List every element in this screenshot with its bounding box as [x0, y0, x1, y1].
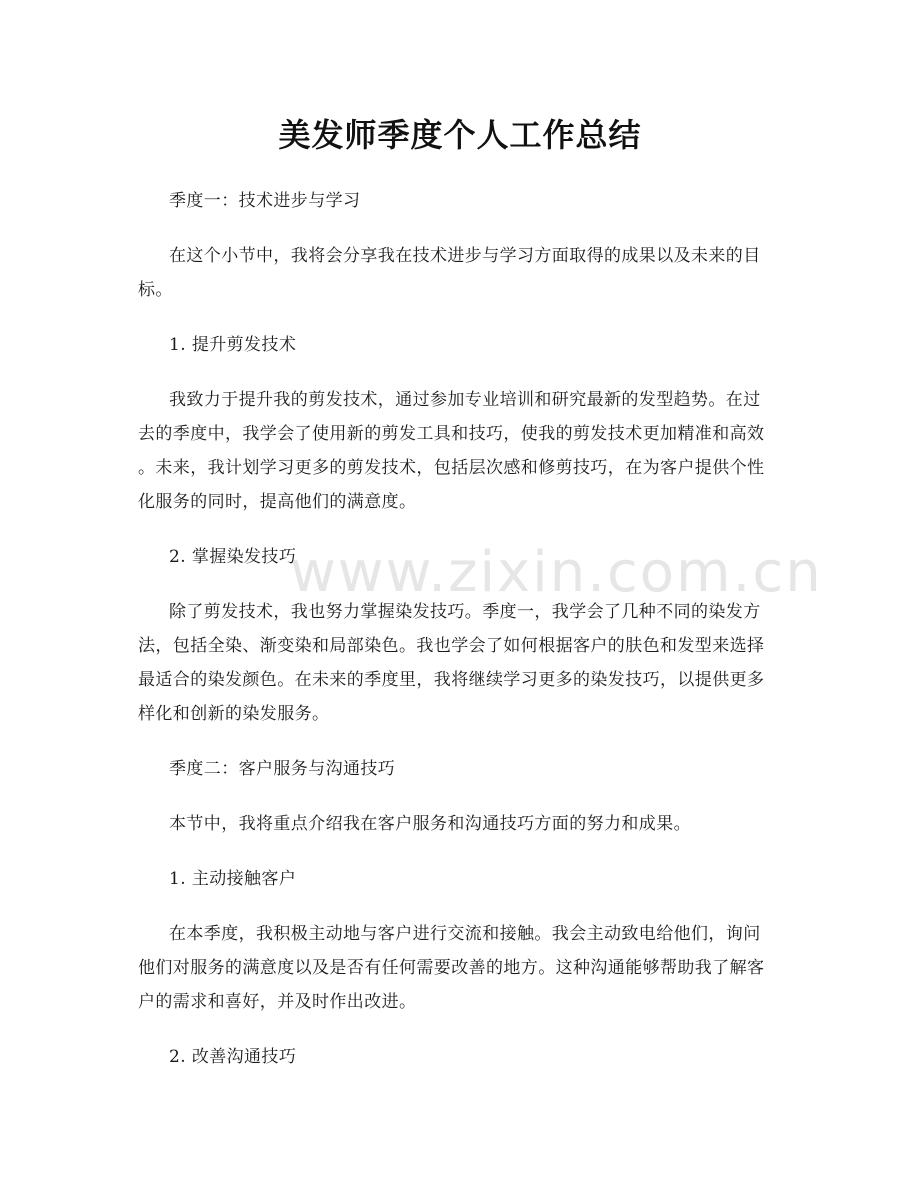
- text-line: 户的需求和喜好，并及时作出改进。: [138, 992, 417, 1012]
- section-heading: [138, 328, 786, 362]
- text-line: 最适合的染发颜色。在未来的季度里，我将继续学习更多的染发技巧，以提供更多: [138, 670, 765, 690]
- document-title: 美发师季度个人工作总结: [278, 116, 642, 154]
- paragraph-gap: [138, 307, 786, 328]
- text-line: 样化和创新的染发服务。: [138, 704, 330, 724]
- section-heading: [138, 540, 786, 574]
- text-line: 2. 改善沟通技巧: [169, 1047, 297, 1067]
- text-line: 去的季度中，我学会了使用新的剪发工具和技巧，使我的剪发技术更加精准和高效: [138, 424, 765, 444]
- watermark: www.zixin.com.cn: [290, 540, 823, 605]
- body-paragraph: [138, 239, 786, 307]
- body-paragraph: [138, 807, 786, 841]
- text-line: 2. 掌握染发技巧: [169, 547, 297, 567]
- paragraph-gap: [138, 519, 786, 540]
- section-heading: [138, 752, 786, 786]
- paragraph-gap: [138, 841, 786, 862]
- body-paragraph: [138, 383, 786, 519]
- section-heading: [138, 184, 786, 218]
- text-line: 在这个小节中，我将会分享我在技术进步与学习方面取得的成果以及未来的目: [169, 246, 761, 266]
- body-paragraph: [138, 917, 786, 1019]
- text-line: 。未来，我计划学习更多的剪发技术，包括层次感和修剪技巧，在为客户提供个性: [138, 458, 765, 478]
- text-line: 法，包括全染、渐变染和局部染色。我也学会了如何根据客户的肤色和发型来选择: [138, 636, 765, 656]
- text-line: 我致力于提升我的剪发技术，通过参加专业培训和研究最新的发型趋势。在过: [169, 390, 761, 410]
- paragraph-gap: [138, 218, 786, 239]
- text-line: 本节中，我将重点介绍我在客户服务和沟通技巧方面的努力和成果。: [169, 814, 691, 834]
- text-line: 1. 提升剪发技术: [169, 335, 297, 355]
- text-line: 在本季度，我积极主动地与客户进行交流和接触。我会主动致电给他们，询问: [169, 924, 761, 944]
- paragraph-gap: [138, 574, 786, 595]
- text-line: 季度二：客户服务与沟通技巧: [169, 759, 396, 779]
- text-line: 化服务的同时，提高他们的满意度。: [138, 492, 417, 512]
- text-line: 季度一：技术进步与学习: [169, 191, 361, 211]
- text-line: 标。: [138, 280, 173, 300]
- section-heading: [138, 862, 786, 896]
- text-line: 1. 主动接触客户: [169, 869, 297, 889]
- paragraph-gap: [138, 1019, 786, 1040]
- body-paragraph: [138, 595, 786, 731]
- text-line: 除了剪发技术，我也努力掌握染发技巧。季度一，我学会了几种不同的染发方: [169, 602, 761, 622]
- document-body: [138, 184, 786, 1074]
- section-heading: [138, 1040, 786, 1074]
- paragraph-gap: [138, 896, 786, 917]
- text-line: 他们对服务的满意度以及是否有任何需要改善的地方。这种沟通能够帮助我了解客: [138, 958, 765, 978]
- paragraph-gap: [138, 786, 786, 807]
- paragraph-gap: [138, 362, 786, 383]
- paragraph-gap: [138, 731, 786, 752]
